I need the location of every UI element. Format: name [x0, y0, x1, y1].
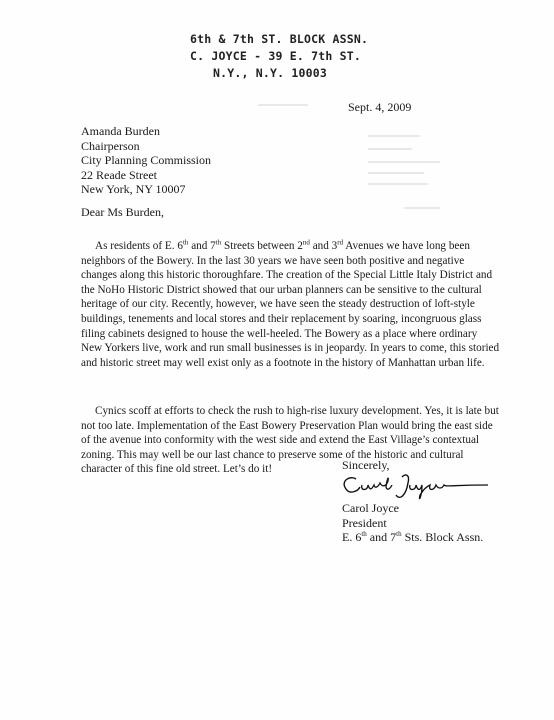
show-through-mark: [368, 183, 428, 185]
handwritten-signature: [340, 465, 490, 505]
body-paragraph-1: [81, 239, 501, 370]
recipient-name: Amanda Burden: [81, 124, 160, 138]
text-run: Sts. Block Assn.: [401, 530, 484, 544]
text-run: Avenues we have long been neighbors of the Bowery. In the last 30 years we have seen both positive and negative changes along this historic thoroughfare. The creation of the Special Little Italy District and the NoHo Historic District showed that our urban planners can be sensitive to the cultural heritage of our city. Recently, however, we have seen the steady destruction of loft-style buildings, tenements and local stores and their replacement by soaring, incongruous glass filing cabinets designed to house the well-heeled. The Bowery as a place where ordinary New Yorkers live, work and run small businesses is in jeopardy. In years to come, this storied and historic street may well exist only as a footnote in the history of Manhattan urban life.: [81, 240, 500, 369]
superscript: th: [215, 238, 222, 247]
body-paragraph-2: Cynics scoff at efforts to check the rush to high-rise luxury development. Yes, it is late but not too late. Implementation of the East Bowery Preservation Plan would bring the east side of the avenue into conformity with the west side and extend the East Village’s contextual zoning. This may well be our last chance to preserve some of the historic and cultural character of this fine old street. Let’s do it!: [81, 405, 499, 476]
recipient-address: [81, 124, 211, 197]
show-through-mark: [258, 104, 308, 106]
superscript: th: [361, 530, 367, 538]
superscript: th: [396, 530, 402, 538]
text-run: and 3: [309, 240, 338, 252]
show-through-mark: [404, 207, 440, 209]
show-through-mark: [368, 172, 424, 174]
letterhead-line-3: N.Y., N.Y. 10003: [213, 66, 327, 80]
text-run: Streets between 2: [221, 240, 303, 252]
closing: Sincerely,: [342, 458, 390, 472]
recipient-title: Chairperson: [81, 138, 140, 153]
text-run: E. 6: [342, 530, 362, 544]
letterhead-line-2: C. JOYCE - 39 E. 7th ST.: [190, 49, 361, 63]
show-through-mark: [368, 161, 440, 163]
signature-block: [342, 501, 483, 545]
text-run: As residents of E. 6: [95, 240, 183, 252]
show-through-mark: [368, 135, 420, 137]
superscript: th: [182, 238, 189, 247]
superscript: rd: [337, 238, 344, 247]
letterhead-line-1: 6th & 7th ST. BLOCK ASSN.: [190, 32, 369, 46]
text-run: and 7: [188, 240, 216, 252]
recipient-organization: City Planning Commission: [81, 153, 212, 167]
signer-title: President: [342, 515, 387, 530]
text-run: and 7: [366, 530, 397, 544]
salutation: Dear Ms Burden,: [81, 205, 164, 219]
recipient-city: New York, NY 10007: [81, 182, 186, 196]
show-through-mark: [368, 148, 412, 150]
superscript: nd: [302, 238, 310, 247]
signer-name: Carol Joyce: [342, 501, 399, 515]
recipient-street: 22 Reade Street: [81, 167, 157, 182]
signer-organization: [342, 530, 483, 545]
letter-date: Sept. 4, 2009: [348, 100, 412, 114]
letterhead: [190, 31, 369, 82]
